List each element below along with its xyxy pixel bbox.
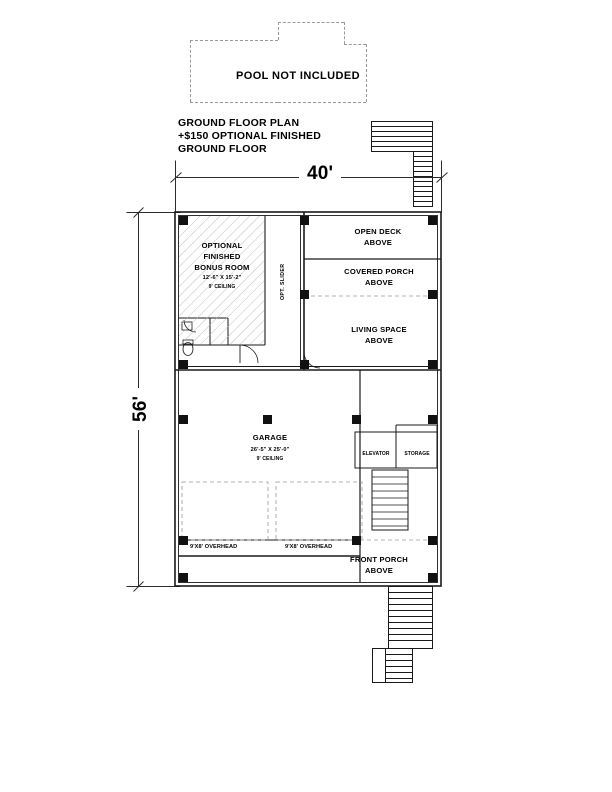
opt-slider-label: OPT. SLIDER xyxy=(280,263,286,300)
garage-size: 26'-5" X 25'-0" xyxy=(250,447,290,453)
front-porch-above-line-2: ABOVE xyxy=(364,566,393,575)
open-deck-above-line-1: OPEN DECK xyxy=(354,227,402,236)
bonus-room-line-3: BONUS ROOM xyxy=(194,263,250,272)
open-deck-above-line-2: ABOVE xyxy=(363,238,392,247)
covered-porch-above-line-1: COVERED PORCH xyxy=(344,267,414,276)
living-space-above-line-1: LIVING SPACE xyxy=(351,325,407,334)
plan-title-line-3: GROUND FLOOR xyxy=(178,143,267,155)
elevator-label: ELEVATOR xyxy=(362,451,390,457)
width-dimension-label: 40' xyxy=(299,163,341,185)
garage-door-right-label: 9'X8' OVERHEAD xyxy=(285,544,333,550)
plan-title-line-2: +$150 OPTIONAL FINISHED xyxy=(178,130,321,142)
front-porch-above-line-1: FRONT PORCH xyxy=(350,555,408,564)
covered-porch-above-line-2: ABOVE xyxy=(364,278,393,287)
garage-door-left-label: 9'X8' OVERHEAD xyxy=(190,544,238,550)
bonus-room-size: 12'-6" X 15'-2" xyxy=(202,275,242,281)
plan-title-line-1: GROUND FLOOR PLAN xyxy=(178,117,300,129)
living-space-above-line-2: ABOVE xyxy=(364,336,393,345)
storage-label: STORAGE xyxy=(404,451,430,457)
bonus-room-line-1: OPTIONAL xyxy=(201,241,243,250)
bonus-room-line-2: FINISHED xyxy=(203,252,241,261)
bonus-room-ceiling: 9' CEILING xyxy=(208,284,236,290)
garage-label: GARAGE xyxy=(252,433,288,442)
height-dimension-label: 56' xyxy=(130,388,152,430)
pool-note-label: POOL NOT INCLUDED xyxy=(236,70,360,82)
garage-ceiling: 9' CEILING xyxy=(256,456,284,462)
